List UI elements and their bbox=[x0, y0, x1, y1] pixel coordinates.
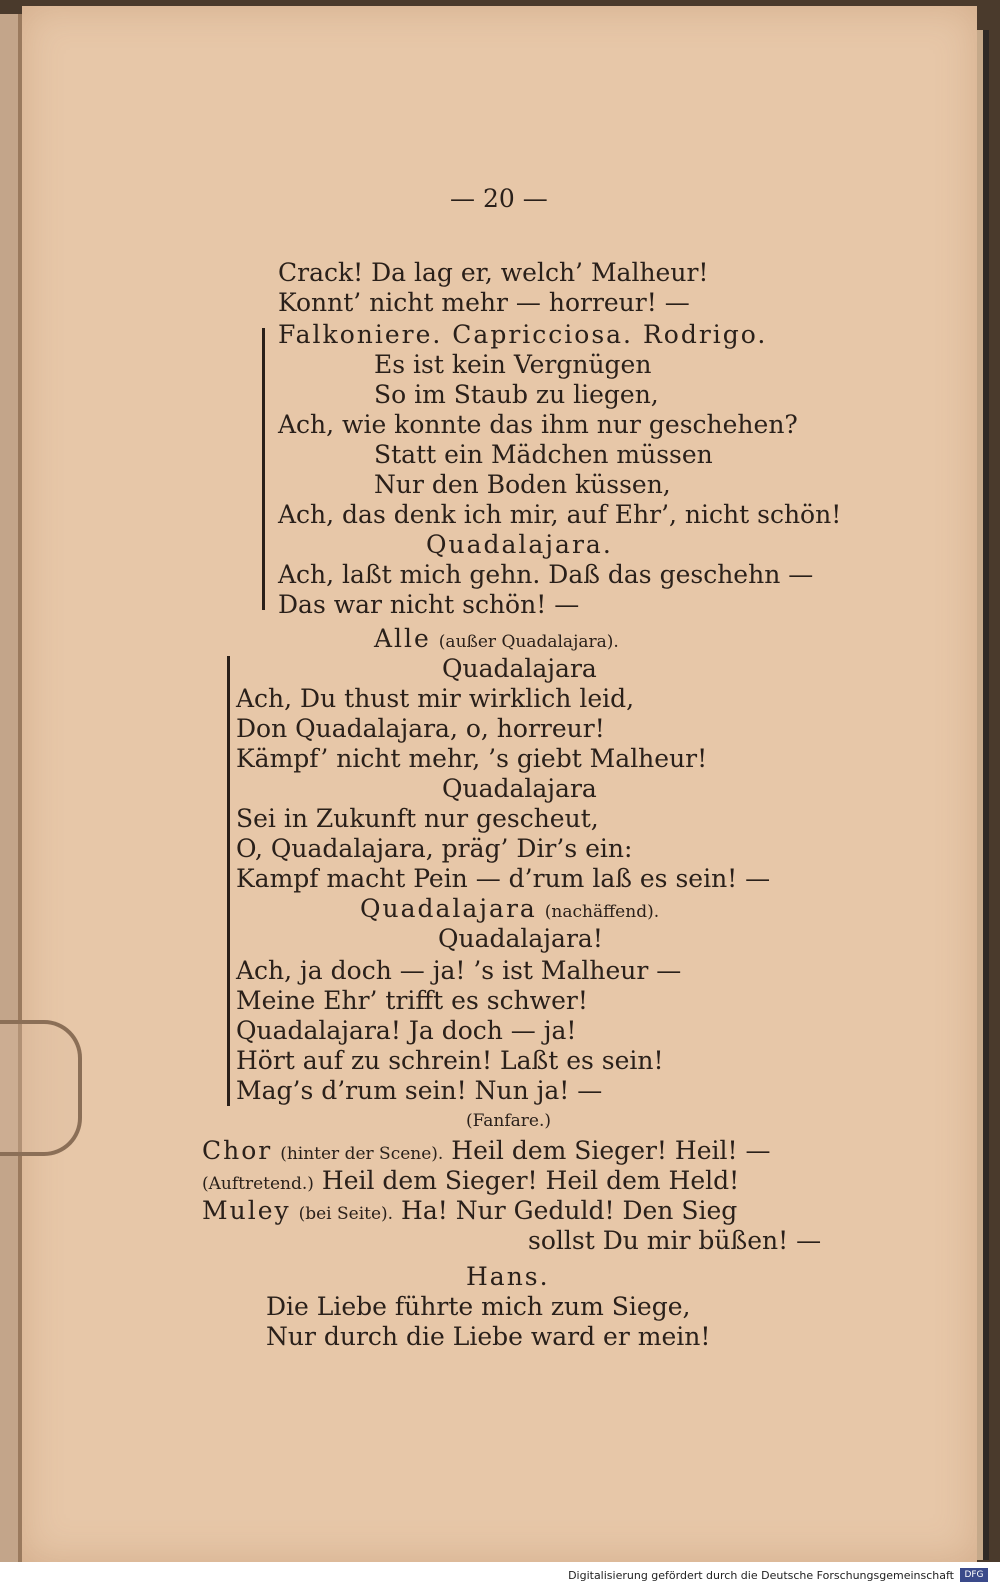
speaker-line bbox=[374, 624, 619, 657]
speaker-line: Quadalajara. bbox=[426, 530, 613, 559]
text-line: Nur den Boden küssen, bbox=[374, 470, 671, 499]
stage-direction: (Auftretend.) bbox=[202, 1174, 314, 1194]
page-stack-shadow bbox=[983, 30, 989, 1560]
speaker-name: Chor bbox=[202, 1136, 273, 1165]
footer-credit: Digitalisierung gefördert durch die Deutsche Forschungsgemeinschaft bbox=[568, 1569, 954, 1582]
speaker-line bbox=[202, 1166, 739, 1199]
text-line: Heil dem Sieger! Heil dem Held! bbox=[321, 1166, 740, 1195]
text-line: Quadalajara! Ja doch — ja! bbox=[236, 1016, 577, 1045]
text-line: Don Quadalajara, o, horreur! bbox=[236, 714, 605, 743]
page-number: — 20 — bbox=[450, 184, 548, 213]
text-line: Ach, wie konnte das ihm nur geschehen? bbox=[278, 410, 798, 439]
text-line: Meine Ehr’ trifft es schwer! bbox=[236, 986, 588, 1015]
text-line: Kampf macht Pein — d’rum laß es sein! — bbox=[236, 864, 771, 893]
stage-direction: (bei Seite). bbox=[298, 1204, 394, 1224]
text-line: Ach, das denk ich mir, auf Ehr’, nicht schön! bbox=[278, 500, 842, 529]
speaker-name: Muley bbox=[202, 1196, 291, 1225]
stage-direction: (hinter der Scene). bbox=[280, 1144, 444, 1164]
text-line: Sei in Zukunft nur gescheut, bbox=[236, 804, 599, 833]
text-line: Konnt’ nicht mehr — horreur! — bbox=[278, 288, 690, 317]
speaker-line bbox=[360, 894, 659, 927]
speaker-line bbox=[202, 1196, 737, 1229]
text-line: Heil dem Sieger! Heil! — bbox=[451, 1136, 771, 1165]
speaker-name: Quadalajara bbox=[360, 894, 537, 923]
text-line: Nur durch die Liebe ward er mein! bbox=[266, 1322, 711, 1351]
text-line: Quadalajara bbox=[442, 654, 597, 683]
text-line: Quadalajara! bbox=[438, 924, 603, 953]
text-line: Quadalajara bbox=[442, 774, 597, 803]
footer-bar bbox=[0, 1562, 1000, 1591]
text-line: Hört auf zu schrein! Laßt es sein! bbox=[236, 1046, 664, 1075]
speaker-line bbox=[202, 1136, 771, 1169]
dfg-logo: DFG bbox=[960, 1568, 988, 1582]
text-line: Ach, ja doch — ja! ’s ist Malheur — bbox=[236, 956, 682, 985]
speaker-line: Falkoniere. Capricciosa. Rodrigo. bbox=[278, 320, 768, 349]
paper-clip bbox=[0, 1020, 82, 1156]
speaker-name: Hans. bbox=[466, 1262, 550, 1291]
text-line: sollst Du mir büßen! — bbox=[528, 1226, 822, 1255]
text-line: Das war nicht schön! — bbox=[278, 590, 580, 619]
brace-bracket bbox=[262, 328, 265, 610]
stage-direction: (nachäffend). bbox=[544, 902, 660, 922]
text-line: Die Liebe führte mich zum Siege, bbox=[266, 1292, 691, 1321]
text-line: Ach, Du thust mir wirklich leid, bbox=[236, 684, 635, 713]
text-line: Ha! Nur Geduld! Den Sieg bbox=[401, 1196, 738, 1225]
speaker-name: Alle bbox=[374, 624, 431, 653]
text-line: Es ist kein Vergnügen bbox=[374, 350, 652, 379]
text-line: O, Quadalajara, präg’ Dir’s ein: bbox=[236, 834, 633, 863]
text-line: Ach, laßt mich gehn. Daß das geschehn — bbox=[278, 560, 814, 589]
stage-direction: (außer Quadalajara). bbox=[438, 632, 619, 652]
text-line: So im Staub zu liegen, bbox=[374, 380, 659, 409]
text-line: Statt ein Mädchen müssen bbox=[374, 440, 713, 469]
text-line: Crack! Da lag er, welch’ Malheur! bbox=[278, 258, 709, 287]
stage-direction: (Fanfare.) bbox=[466, 1111, 552, 1131]
brace-bracket bbox=[227, 656, 230, 1106]
text-line: Mag’s d’rum sein! Nun ja! — bbox=[236, 1076, 603, 1105]
text-line: Kämpf’ nicht mehr, ’s giebt Malheur! bbox=[236, 744, 708, 773]
book-page bbox=[22, 6, 977, 1562]
